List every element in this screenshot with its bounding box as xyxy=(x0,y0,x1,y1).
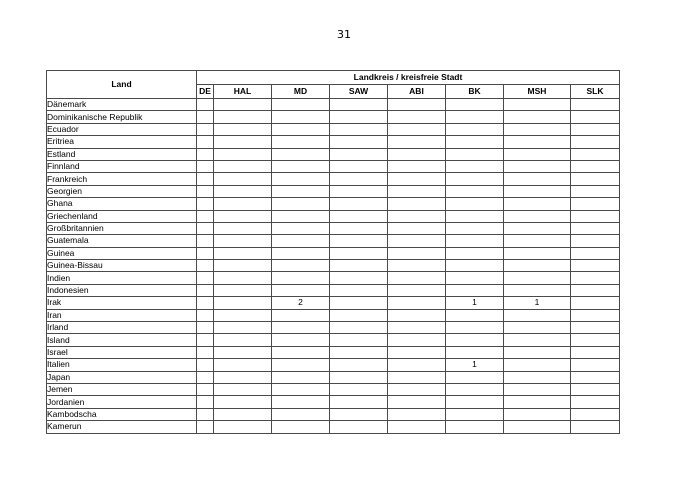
value-cell xyxy=(197,421,214,433)
value-cell xyxy=(214,99,272,111)
value-cell xyxy=(272,334,330,346)
value-cell: 2 xyxy=(272,297,330,309)
page-number: 31 xyxy=(337,28,351,41)
value-cell xyxy=(214,421,272,433)
value-cell xyxy=(388,371,446,383)
value-cell xyxy=(446,383,504,395)
value-cell xyxy=(330,359,388,371)
value-cell xyxy=(388,173,446,185)
value-cell xyxy=(272,222,330,234)
value-cell xyxy=(330,185,388,197)
value-cell xyxy=(197,334,214,346)
value-cell xyxy=(504,99,571,111)
value-cell xyxy=(330,148,388,160)
value-cell xyxy=(272,173,330,185)
country-cell: Iran xyxy=(47,309,197,321)
value-cell xyxy=(214,185,272,197)
table-body xyxy=(47,99,620,434)
value-cell xyxy=(571,309,620,321)
country-cell: Ecuador xyxy=(47,123,197,135)
country-cell: Kamerun xyxy=(47,421,197,433)
value-cell xyxy=(214,359,272,371)
value-cell xyxy=(197,111,214,123)
country-cell: Eritriea xyxy=(47,136,197,148)
value-cell xyxy=(446,334,504,346)
value-cell xyxy=(214,371,272,383)
value-cell xyxy=(388,383,446,395)
value-cell xyxy=(571,222,620,234)
value-cell xyxy=(388,334,446,346)
value-cell xyxy=(214,297,272,309)
value-cell xyxy=(504,309,571,321)
value-cell xyxy=(330,396,388,408)
value-cell xyxy=(214,235,272,247)
value-cell xyxy=(571,408,620,420)
value-cell xyxy=(388,185,446,197)
value-cell xyxy=(504,235,571,247)
value-cell: 1 xyxy=(446,359,504,371)
value-cell xyxy=(214,111,272,123)
value-cell xyxy=(571,284,620,296)
value-cell xyxy=(330,272,388,284)
value-cell xyxy=(197,99,214,111)
value-cell xyxy=(446,260,504,272)
value-cell xyxy=(330,421,388,433)
value-cell xyxy=(330,123,388,135)
value-cell xyxy=(504,123,571,135)
value-cell xyxy=(571,111,620,123)
value-cell xyxy=(504,272,571,284)
value-cell xyxy=(197,272,214,284)
value-cell xyxy=(214,284,272,296)
country-cell: Irland xyxy=(47,322,197,334)
value-cell xyxy=(272,235,330,247)
value-cell xyxy=(272,99,330,111)
value-cell xyxy=(214,210,272,222)
land-column-header: Land xyxy=(47,71,197,99)
value-cell xyxy=(571,247,620,259)
table-row xyxy=(47,322,620,334)
value-cell xyxy=(272,272,330,284)
value-cell xyxy=(388,359,446,371)
country-cell: Israel xyxy=(47,346,197,358)
value-cell xyxy=(214,309,272,321)
country-cell: Finnland xyxy=(47,160,197,172)
value-cell xyxy=(272,185,330,197)
table-row xyxy=(47,235,620,247)
value-cell xyxy=(214,272,272,284)
country-cell: Irak xyxy=(47,297,197,309)
value-cell xyxy=(272,322,330,334)
table-row xyxy=(47,173,620,185)
value-cell xyxy=(571,421,620,433)
value-cell xyxy=(388,396,446,408)
country-cell: Dänemark xyxy=(47,99,197,111)
value-cell xyxy=(446,173,504,185)
value-cell xyxy=(388,260,446,272)
value-cell xyxy=(571,297,620,309)
value-cell xyxy=(388,222,446,234)
value-cell xyxy=(571,99,620,111)
table-row xyxy=(47,99,620,111)
country-cell: Guatemala xyxy=(47,235,197,247)
value-cell xyxy=(214,222,272,234)
table-row xyxy=(47,160,620,172)
value-cell xyxy=(504,247,571,259)
table-row xyxy=(47,309,620,321)
value-cell xyxy=(197,198,214,210)
value-cell xyxy=(197,160,214,172)
column-header-msh: MSH xyxy=(504,85,571,99)
value-cell xyxy=(446,198,504,210)
value-cell xyxy=(272,136,330,148)
table-row xyxy=(47,247,620,259)
table-row xyxy=(47,383,620,395)
country-cell: Kambodscha xyxy=(47,408,197,420)
value-cell xyxy=(504,136,571,148)
value-cell xyxy=(571,383,620,395)
value-cell xyxy=(388,247,446,259)
value-cell xyxy=(504,421,571,433)
table-row xyxy=(47,210,620,222)
table-row xyxy=(47,185,620,197)
value-cell xyxy=(197,173,214,185)
table-row xyxy=(47,136,620,148)
value-cell xyxy=(197,247,214,259)
value-cell xyxy=(571,210,620,222)
value-cell xyxy=(504,284,571,296)
table-row xyxy=(47,260,620,272)
value-cell xyxy=(388,123,446,135)
value-cell xyxy=(272,359,330,371)
value-cell xyxy=(446,284,504,296)
value-cell xyxy=(214,260,272,272)
value-cell xyxy=(272,371,330,383)
value-cell xyxy=(504,383,571,395)
value-cell xyxy=(504,222,571,234)
table-row xyxy=(47,408,620,420)
value-cell xyxy=(330,198,388,210)
country-cell: Japan xyxy=(47,371,197,383)
value-cell xyxy=(504,160,571,172)
value-cell xyxy=(571,371,620,383)
value-cell xyxy=(197,235,214,247)
value-cell xyxy=(214,173,272,185)
value-cell xyxy=(214,396,272,408)
country-cell: Indonesien xyxy=(47,284,197,296)
value-cell xyxy=(197,309,214,321)
value-cell xyxy=(214,148,272,160)
value-cell xyxy=(388,408,446,420)
table-row xyxy=(47,371,620,383)
value-cell: 1 xyxy=(446,297,504,309)
value-cell xyxy=(571,272,620,284)
value-cell xyxy=(214,198,272,210)
value-cell xyxy=(197,408,214,420)
value-cell xyxy=(272,210,330,222)
value-cell xyxy=(272,408,330,420)
value-cell xyxy=(197,396,214,408)
value-cell xyxy=(388,148,446,160)
value-cell xyxy=(330,99,388,111)
value-cell xyxy=(272,160,330,172)
country-cell: Italien xyxy=(47,359,197,371)
value-cell xyxy=(330,260,388,272)
value-cell xyxy=(446,111,504,123)
value-cell xyxy=(388,272,446,284)
value-cell xyxy=(214,136,272,148)
table-row xyxy=(47,334,620,346)
value-cell xyxy=(446,408,504,420)
value-cell xyxy=(571,173,620,185)
value-cell xyxy=(446,160,504,172)
value-cell xyxy=(197,284,214,296)
value-cell xyxy=(330,247,388,259)
value-cell xyxy=(571,346,620,358)
country-cell: Island xyxy=(47,334,197,346)
value-cell xyxy=(504,198,571,210)
value-cell xyxy=(388,136,446,148)
value-cell xyxy=(504,210,571,222)
column-header-bk: BK xyxy=(446,85,504,99)
table-row xyxy=(47,396,620,408)
country-cell: Estland xyxy=(47,148,197,160)
value-cell xyxy=(571,334,620,346)
table-row xyxy=(47,421,620,433)
value-cell xyxy=(571,322,620,334)
value-cell xyxy=(214,334,272,346)
value-cell xyxy=(330,284,388,296)
value-cell xyxy=(330,309,388,321)
value-cell xyxy=(197,260,214,272)
value-cell xyxy=(388,322,446,334)
value-cell xyxy=(330,334,388,346)
value-cell xyxy=(504,111,571,123)
value-cell xyxy=(272,198,330,210)
table-row xyxy=(47,111,620,123)
value-cell xyxy=(446,309,504,321)
value-cell xyxy=(504,173,571,185)
table-row xyxy=(47,222,620,234)
value-cell xyxy=(571,148,620,160)
country-cell: Ghana xyxy=(47,198,197,210)
value-cell: 1 xyxy=(504,297,571,309)
value-cell xyxy=(272,111,330,123)
value-cell xyxy=(272,260,330,272)
value-cell xyxy=(272,421,330,433)
value-cell xyxy=(446,148,504,160)
value-cell xyxy=(571,235,620,247)
value-cell xyxy=(446,185,504,197)
value-cell xyxy=(504,371,571,383)
value-cell xyxy=(388,309,446,321)
value-cell xyxy=(504,346,571,358)
value-cell xyxy=(214,160,272,172)
value-cell xyxy=(571,136,620,148)
value-cell xyxy=(446,346,504,358)
country-cell: Georgien xyxy=(47,185,197,197)
value-cell xyxy=(330,322,388,334)
value-cell xyxy=(388,198,446,210)
country-cell: Guinea-Bissau xyxy=(47,260,197,272)
value-cell xyxy=(388,111,446,123)
value-cell xyxy=(388,210,446,222)
value-cell xyxy=(214,322,272,334)
country-district-table xyxy=(46,70,620,434)
value-cell xyxy=(197,297,214,309)
value-cell xyxy=(330,408,388,420)
table-row xyxy=(47,359,620,371)
value-cell xyxy=(446,123,504,135)
value-cell xyxy=(272,247,330,259)
value-cell xyxy=(504,148,571,160)
value-cell xyxy=(571,123,620,135)
value-cell xyxy=(330,297,388,309)
district-group-header: Landkreis / kreisfreie Stadt xyxy=(197,71,620,85)
value-cell xyxy=(571,260,620,272)
value-cell xyxy=(571,160,620,172)
value-cell xyxy=(388,297,446,309)
column-header-slk: SLK xyxy=(571,85,620,99)
value-cell xyxy=(446,210,504,222)
value-cell xyxy=(504,359,571,371)
value-cell xyxy=(388,99,446,111)
value-cell xyxy=(197,123,214,135)
value-cell xyxy=(571,359,620,371)
country-cell: Jordanien xyxy=(47,396,197,408)
value-cell xyxy=(504,185,571,197)
value-cell xyxy=(197,148,214,160)
country-cell: Dominikanische Republik xyxy=(47,111,197,123)
value-cell xyxy=(272,396,330,408)
value-cell xyxy=(571,185,620,197)
value-cell xyxy=(330,173,388,185)
value-cell xyxy=(504,334,571,346)
table-row xyxy=(47,148,620,160)
value-cell xyxy=(197,371,214,383)
value-cell xyxy=(504,408,571,420)
country-cell: Frankreich xyxy=(47,173,197,185)
table-row xyxy=(47,272,620,284)
country-cell: Jemen xyxy=(47,383,197,395)
value-cell xyxy=(272,309,330,321)
column-header-md: MD xyxy=(272,85,330,99)
value-cell xyxy=(197,359,214,371)
value-cell xyxy=(272,284,330,296)
value-cell xyxy=(214,346,272,358)
table-row xyxy=(47,297,620,309)
value-cell xyxy=(504,396,571,408)
value-cell xyxy=(571,198,620,210)
value-cell xyxy=(446,322,504,334)
value-cell xyxy=(388,235,446,247)
value-cell xyxy=(272,383,330,395)
value-cell xyxy=(330,222,388,234)
value-cell xyxy=(330,136,388,148)
value-cell xyxy=(446,222,504,234)
value-cell xyxy=(197,136,214,148)
value-cell xyxy=(388,284,446,296)
value-cell xyxy=(197,346,214,358)
value-cell xyxy=(197,383,214,395)
column-header-saw: SAW xyxy=(330,85,388,99)
value-cell xyxy=(214,383,272,395)
value-cell xyxy=(504,260,571,272)
value-cell xyxy=(330,111,388,123)
value-cell xyxy=(446,272,504,284)
table-row xyxy=(47,346,620,358)
value-cell xyxy=(446,136,504,148)
country-cell: Großbritannien xyxy=(47,222,197,234)
value-cell xyxy=(214,123,272,135)
value-cell xyxy=(388,346,446,358)
value-cell xyxy=(272,148,330,160)
column-header-de: DE xyxy=(197,85,214,99)
value-cell xyxy=(197,210,214,222)
value-cell xyxy=(197,322,214,334)
table-row xyxy=(47,284,620,296)
value-cell xyxy=(446,421,504,433)
column-header-abi: ABI xyxy=(388,85,446,99)
value-cell xyxy=(330,346,388,358)
value-cell xyxy=(330,371,388,383)
header-row-top xyxy=(47,71,620,85)
value-cell xyxy=(388,421,446,433)
value-cell xyxy=(214,247,272,259)
value-cell xyxy=(446,247,504,259)
value-cell xyxy=(330,383,388,395)
value-cell xyxy=(330,210,388,222)
value-cell xyxy=(272,346,330,358)
value-cell xyxy=(272,123,330,135)
value-cell xyxy=(571,396,620,408)
country-cell: Indien xyxy=(47,272,197,284)
value-cell xyxy=(446,371,504,383)
value-cell xyxy=(388,160,446,172)
value-cell xyxy=(446,235,504,247)
value-cell xyxy=(330,235,388,247)
value-cell xyxy=(197,222,214,234)
country-cell: Griechenland xyxy=(47,210,197,222)
value-cell xyxy=(197,185,214,197)
table-row xyxy=(47,198,620,210)
column-header-hal: HAL xyxy=(214,85,272,99)
value-cell xyxy=(214,408,272,420)
table-row xyxy=(47,123,620,135)
country-cell: Guinea xyxy=(47,247,197,259)
value-cell xyxy=(330,160,388,172)
value-cell xyxy=(446,396,504,408)
value-cell xyxy=(446,99,504,111)
value-cell xyxy=(504,322,571,334)
